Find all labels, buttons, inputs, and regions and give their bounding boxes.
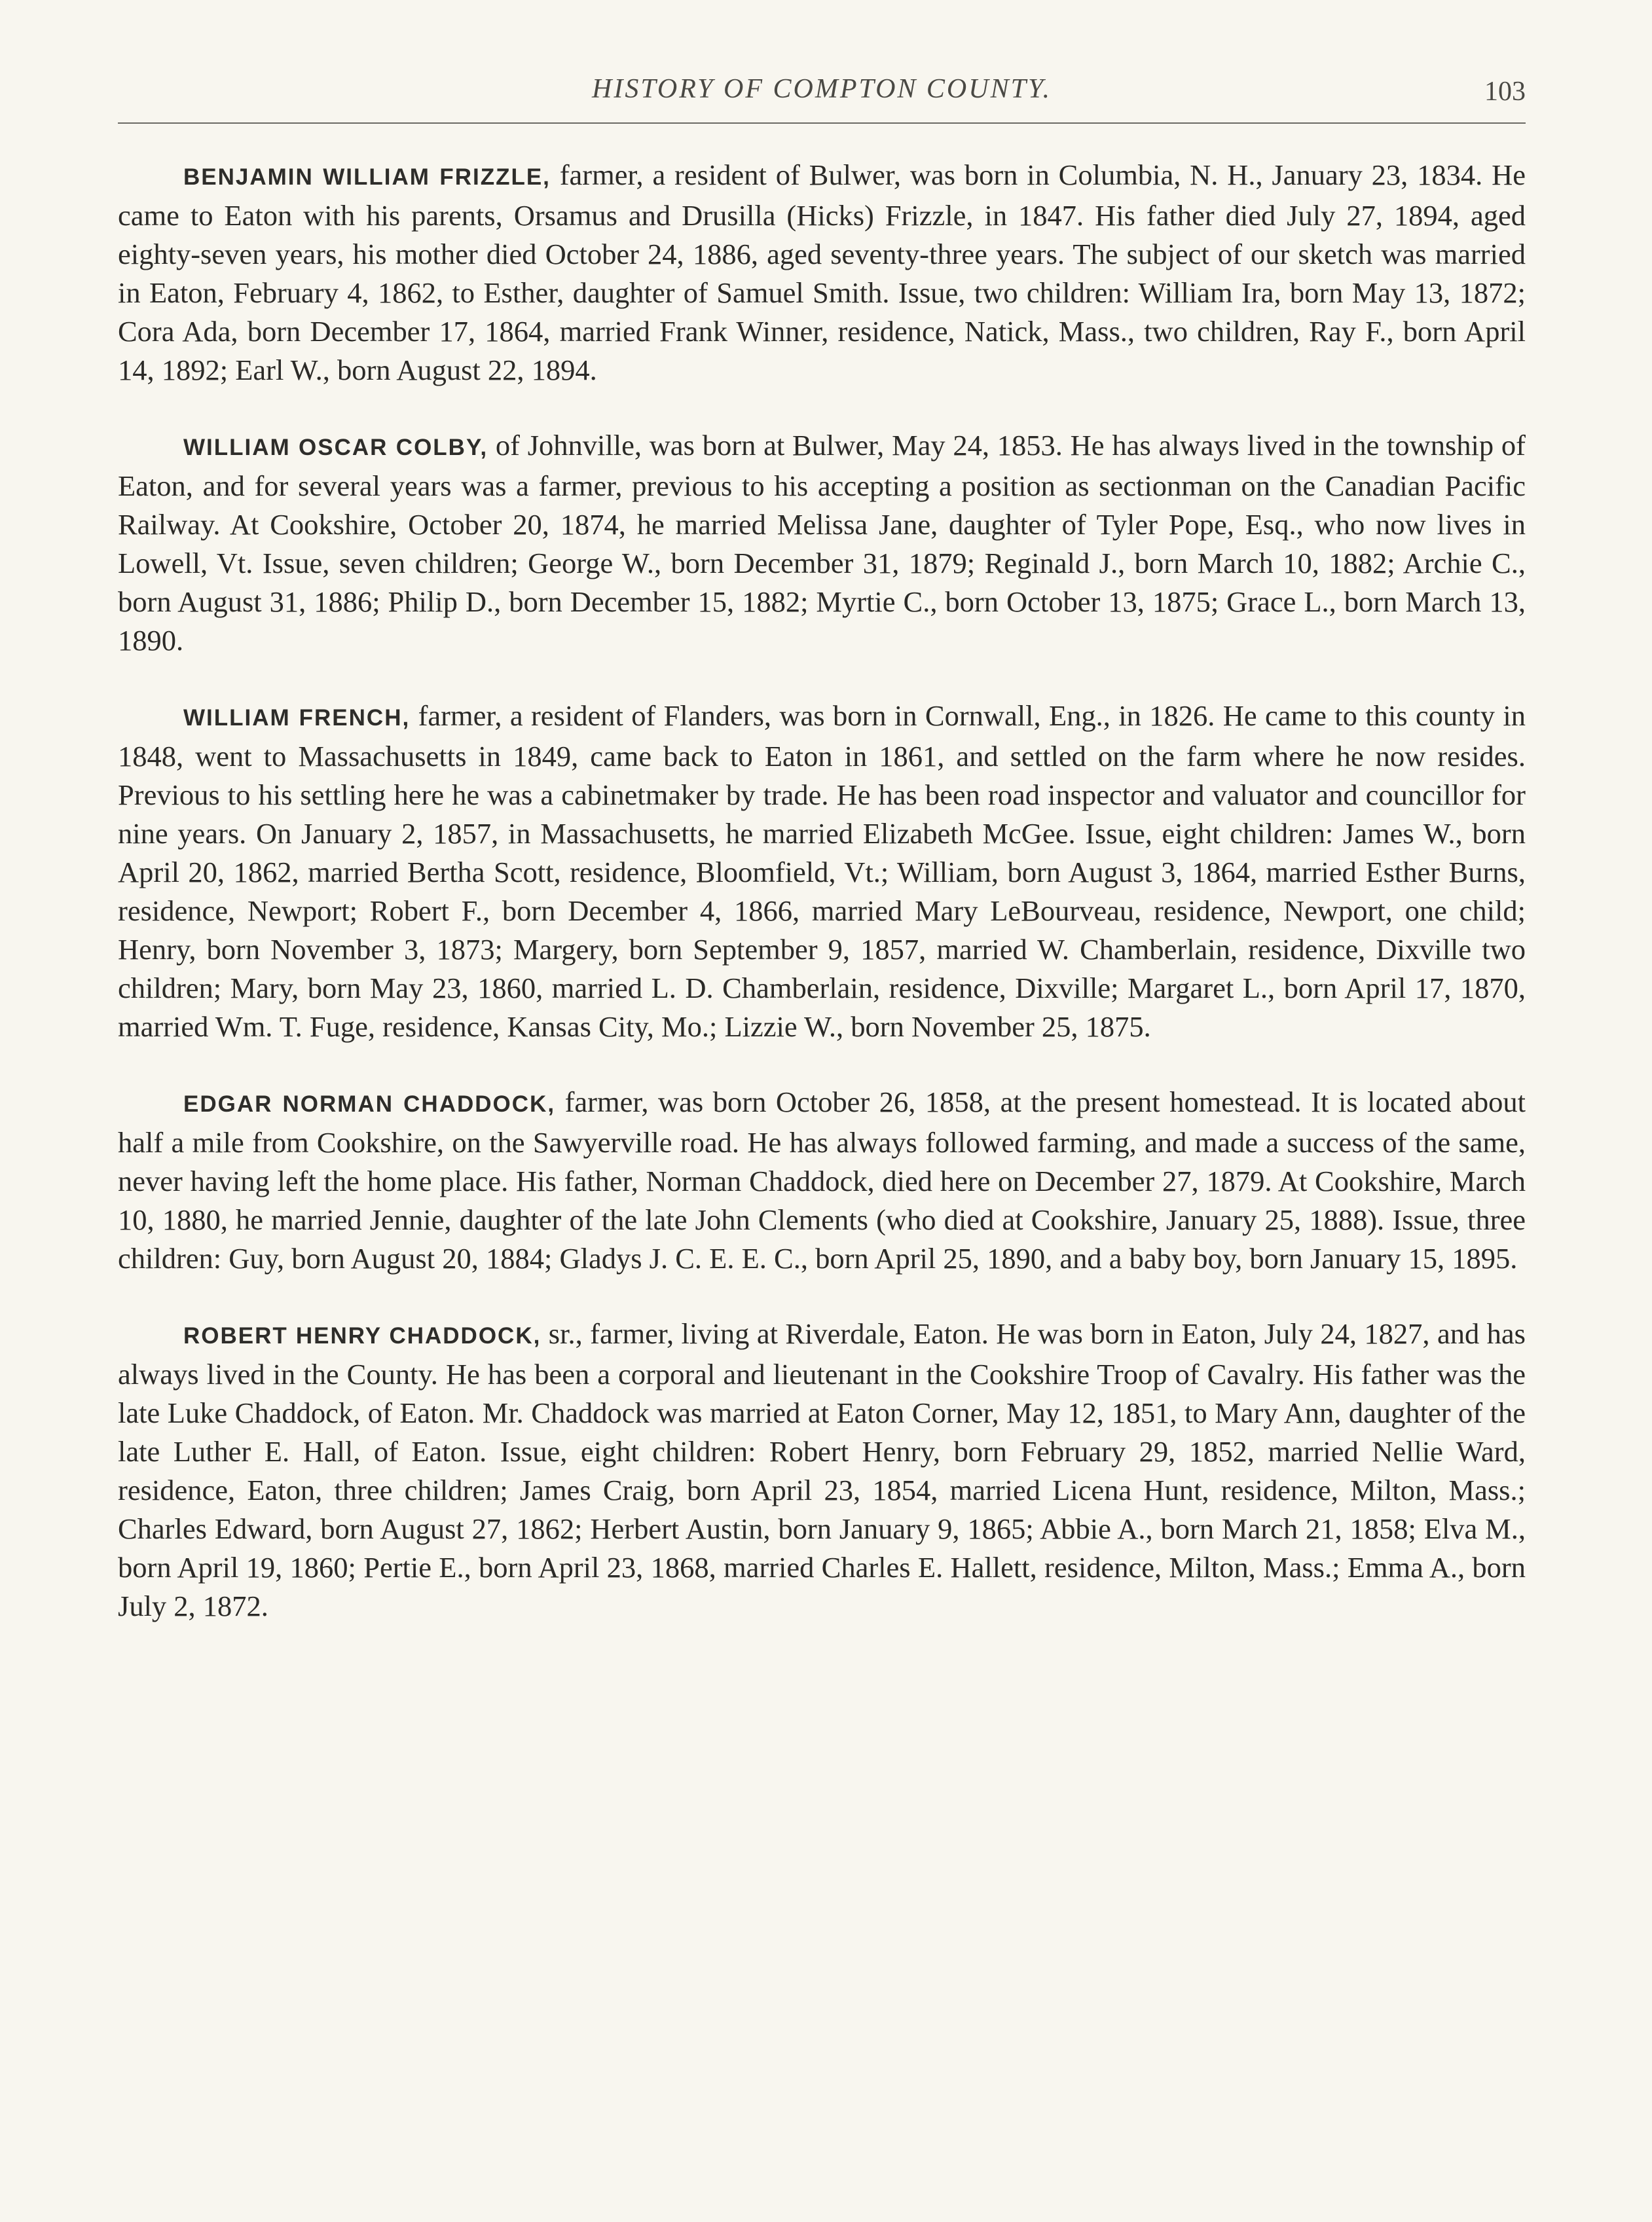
entry-text: sr., farmer, living at Riverdale, Eaton. He was born in Eaton, July 24, 1827, and has always lived in the County. He has been a corporal and lieutenant in the Cookshire Troop of Cavalry. His father was the late Luke Chaddock, of Eaton. Mr. Chaddock was married at Eaton Corner, May 12, 1851, to Mary Ann, daughter of the late Luther E. Hall, of Eaton. Issue, eight children: Robert Henry, born February 29, 1852, married Nellie Ward, residence, Eaton, three children; James Craig, born April 23, 1854, married Licena Hunt, residence, Milton, Mass.; Charles Edward, born August 27, 1862; Herbert Austin, born January 9, 1865; Abbie A., born March 21, 1858; Elva M., born April 19, 1860; Pertie E., born April 23, 1868, married Charles E. Hallett, residence, Milton, Mass.; Emma A., born July 2, 1872. [118, 1317, 1526, 1622]
entry-text: of Johnville, was born at Bulwer, May 24, 1853. He has always lived in the township of Eaton, and for several years was a farmer, previous to his accepting a position as sectionman on the Canadian Pacific Railway. At Cookshire, October 20, 1874, he married Melissa Jane, daughter of Tyler Pope, Esq., who now lives in Lowell, Vt. Issue, seven children; George W., born December 31, 1879; Reginald J., born March 10, 1882; Archie C., born August 31, 1886; Philip D., born December 15, 1882; Myrtie C., born October 13, 1875; Grace L., born March 13, 1890. [118, 429, 1526, 657]
header-rule [118, 122, 1526, 124]
entry-name: BENJAMIN WILLIAM FRIZZLE, [183, 164, 551, 190]
entry-text: farmer, was born October 26, 1858, at the present homestead. It is located about half a mile from Cookshire, on the Sawyerville road. He has always followed farming, and made a success of the same, never having left the home place. His father, Norman Chaddock, died here on December 27, 1879. At Cookshire, March 10, 1880, he married Jennie, daughter of the late John Clements (who died at Cookshire, January 25, 1888). Issue, three children: Guy, born August 20, 1884; Gladys J. C. E. E. C., born April 25, 1890, and a baby boy, born January 15, 1895. [118, 1085, 1526, 1275]
entry-benjamin-william-frizzle [118, 156, 1526, 390]
entry-robert-henry-chaddock [118, 1315, 1526, 1626]
entry-edgar-norman-chaddock [118, 1083, 1526, 1278]
entry-name: WILLIAM FRENCH, [183, 705, 411, 731]
page-number: 103 [1484, 77, 1526, 107]
entry-text: farmer, a resident of Bulwer, was born in Columbia, N. H., January 23, 1834. He came to Eaton with his parents, Orsamus and Drusilla (Hicks) Frizzle, in 1847. His father died July 27, 1894, aged eighty-seven years, his mother died October 24, 1886, aged seventy-three years. The subject of our sketch was married in Eaton, February 4, 1862, to Esther, daughter of Samuel Smith. Issue, two children: William Ira, born May 13, 1872; Cora Ada, born December 17, 1864, married Frank Winner, residence, Natick, Mass., two children, Ray F., born April 14, 1892; Earl W., born August 22, 1894. [118, 158, 1526, 386]
biography-entries [118, 156, 1526, 1662]
entry-name: WILLIAM OSCAR COLBY, [183, 435, 488, 460]
entry-text: farmer, a resident of Flanders, was born in Cornwall, Eng., in 1826. He came to this county in 1848, went to Massachusetts in 1849, came back to Eaton in 1861, and settled on the farm where he now resides. Previous to his settling here he was a cabinetmaker by trade. He has been road inspector and valuator and councillor for nine years. On January 2, 1857, in Massachusetts, he married Elizabeth McGee. Issue, eight children: James W., born April 20, 1862, married Bertha Scott, residence, Bloomfield, Vt.; William, born August 3, 1864, married Esther Burns, residence, Newport; Robert F., born December 4, 1866, married Mary LeBourveau, residence, Newport, one child; Henry, born November 3, 1873; Margery, born September 9, 1857, married W. Chamberlain, residence, Dixville two children; Mary, born May 23, 1860, married L. D. Chamberlain, residence, Dixville; Margaret L., born April 17, 1870, married Wm. T. Fuge, residence, Kansas City, Mo.; Lizzie W., born November 25, 1875. [118, 699, 1526, 1043]
entry-william-french [118, 697, 1526, 1046]
entry-william-oscar-colby [118, 426, 1526, 660]
entry-name: ROBERT HENRY CHADDOCK, [183, 1323, 541, 1349]
entry-name: EDGAR NORMAN CHADDOCK, [183, 1091, 556, 1117]
running-head-title: HISTORY OF COMPTON COUNTY. [592, 74, 1052, 104]
running-head [118, 64, 1526, 117]
